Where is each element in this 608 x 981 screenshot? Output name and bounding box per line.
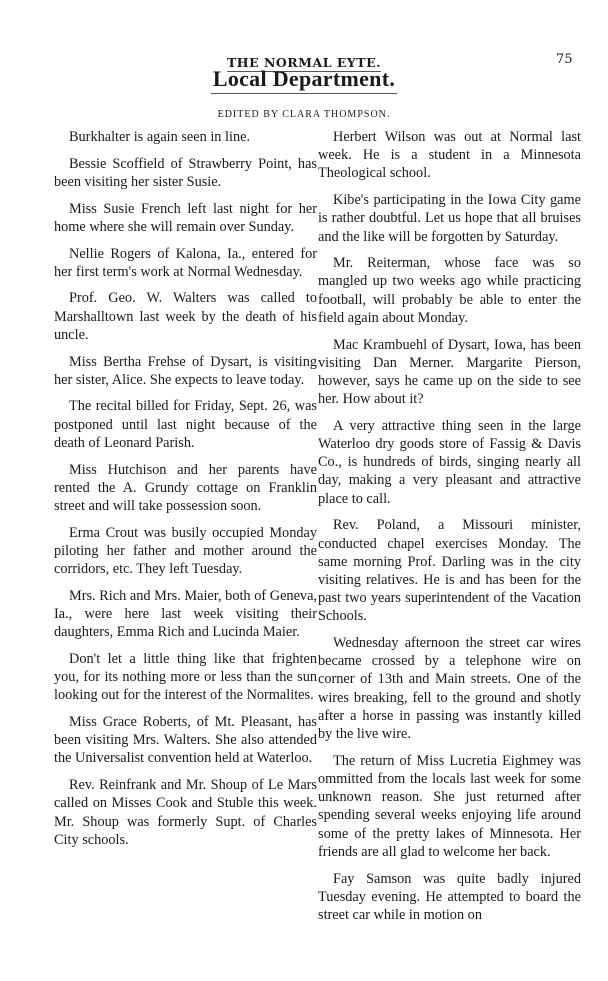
news-item: Bessie Scoffield of Strawberry Point, has been visiting her sister Susie.	[54, 155, 317, 190]
news-item: Fay Samson was quite badly injured Tuesday evening. He attempted to board the street car while in motion on	[318, 870, 581, 923]
news-item: Kibe's participating in the Iowa City game is rather doubtful. Let us hope that all bruises and the like will be forgotten by Saturday.	[318, 192, 581, 245]
news-item: Rev. Reinfrank and Mr. Shoup of Le Mars called on Misses Cook and Stuble this week. Mr. Shoup was formerly Supt. of Charles City schools.	[54, 777, 317, 848]
section-heading	[0, 66, 608, 94]
news-item: The recital billed for Friday, Sept. 26, was postponed until last night because of the death of Leonard Parish.	[54, 398, 317, 451]
news-item: Mr. Reiterman, whose face was so mangled up two weeks ago while practicing football, will probably be able to enter the field again about Monday.	[318, 255, 581, 326]
right-column	[318, 128, 581, 933]
news-item: Rev. Poland, a Missouri minister, conducted chapel exercises Monday. The same morning Prof. Darling was in the city visiting relatives. He is and has been for the past two years superintendent of the Vacation Schools.	[318, 517, 581, 625]
news-item: Burkhalter is again seen in line.	[69, 129, 251, 145]
news-item: Herbert Wilson was out at Normal last week. He is a student in a Minnesota Theological school.	[318, 129, 581, 182]
news-item: Erma Crout was busily occupied Monday piloting her father and mother around the corridors, etc. They left Tuesday.	[54, 524, 317, 578]
news-item: Miss Grace Roberts, of Mt. Pleasant, has been visiting Mrs. Walters. She also attended the Universalist convention held at Waterloo.	[54, 713, 317, 767]
left-column	[54, 128, 317, 857]
news-item: Wednesday afternoon the street car wires became crossed by a telephone wire on corner of 13th and Main streets. One of the wires breaking, fell to the ground and shotly after a horse in passing was instantly killed by the live wire.	[318, 635, 581, 743]
news-item: Prof. Geo. W. Walters was called to Marshalltown last week by the death of his uncle.	[54, 290, 317, 343]
page-number: 75	[556, 52, 573, 67]
publication-title: THE NORMAL EYTE.	[226, 55, 381, 70]
news-item: Miss Bertha Frehse of Dysart, is visiting her sister, Alice. She expects to leave today.	[54, 353, 317, 388]
news-item: A very attractive thing seen in the large Waterloo dry goods store of Fassig & Davis Co., is hundreds of birds, singing nearly all day, making a very pleasant and attractive place to call.	[318, 417, 581, 507]
news-item: Miss Susie French left last night for her home where she will remain over Sunday.	[54, 200, 317, 235]
section-title: Local Department.	[211, 66, 397, 94]
news-item: Nellie Rogers of Kalona, Ia., entered for her first term's work at Normal Wednesday.	[54, 245, 317, 280]
news-item: Don't let a little thing like that frighten you, for its nothing more or less than the sun looking out for the interest of the Normalites.	[54, 650, 317, 704]
byline: EDITED BY CLARA THOMPSON.	[217, 109, 391, 120]
news-item: Mrs. Rich and Mrs. Maier, both of Geneva, Ia., were here last week visiting their daughters, Emma Rich and Lucinda Maier.	[54, 587, 317, 641]
news-item: The return of Miss Lucretia Eighmey was ommitted from the locals last week for some unknown reason. She just returned after spending several weeks enjoying life around some of the pretty lakes of Minnesota. Her friends are all glad to welcome her back.	[318, 752, 581, 860]
news-item: Mac Krambuehl of Dysart, Iowa, has been visiting Dan Merner. Margarite Pierson, however, says he came up on the side to see her. How about it?	[318, 336, 581, 408]
news-item: Miss Hutchison and her parents have rented the A. Grundy cottage on Franklin street and will take possession soon.	[54, 461, 317, 514]
